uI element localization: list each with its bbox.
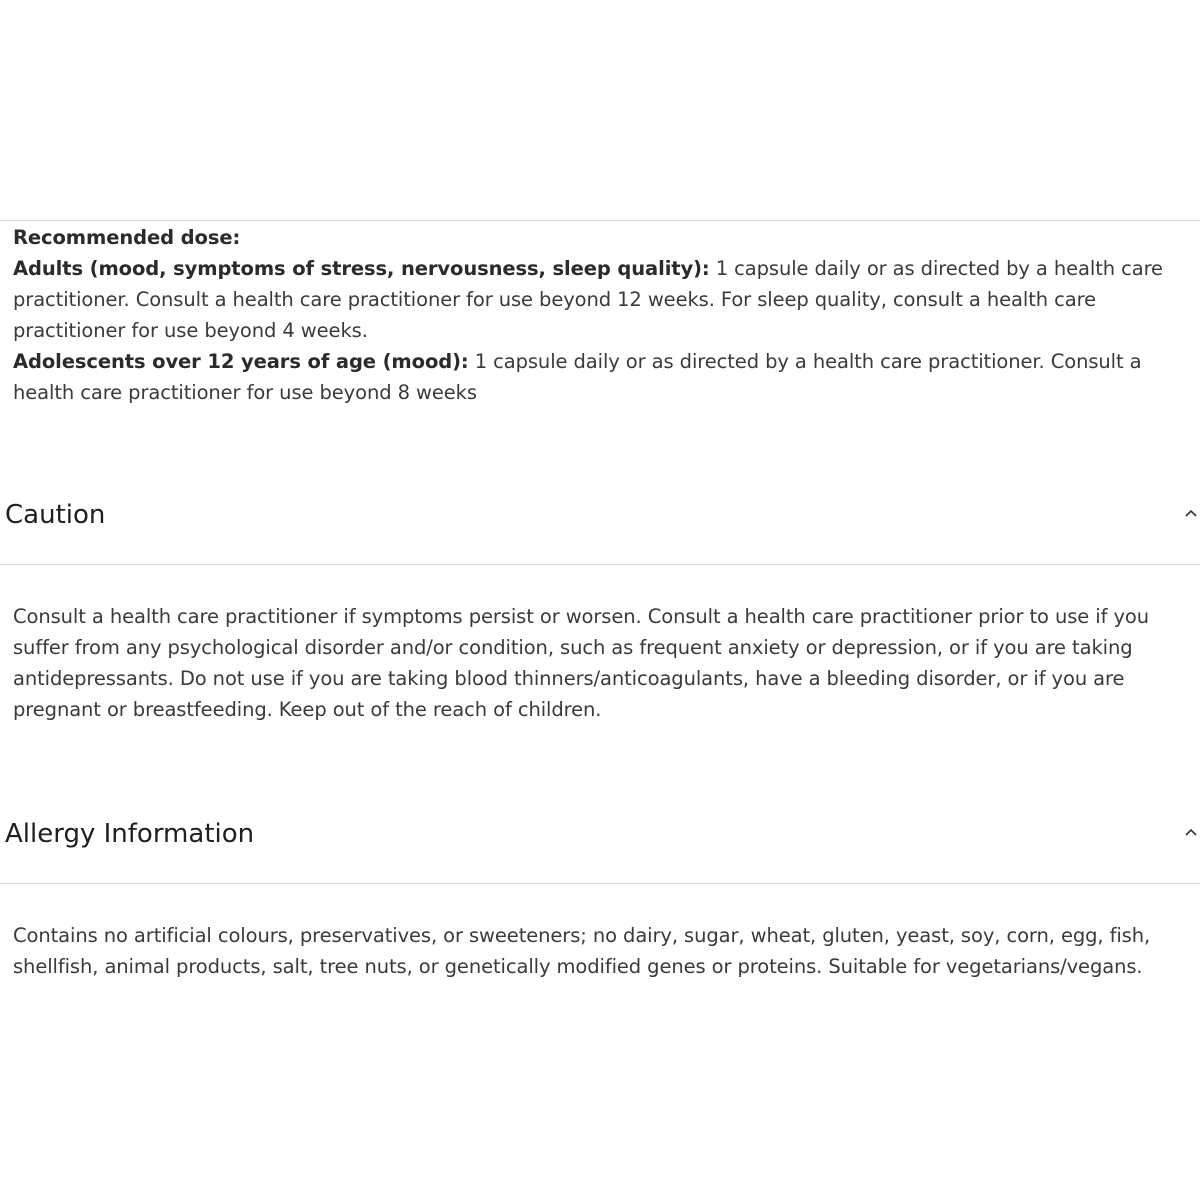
dosage-adolescents bbox=[13, 346, 1193, 408]
dosage-adolescents-text: 1 capsule daily or as directed by a health care practitioner. Consult a health care practitioner for use beyond 8 weeks bbox=[13, 350, 1142, 404]
caution-accordion-header[interactable] bbox=[0, 484, 1200, 548]
caution-title: Caution bbox=[5, 500, 106, 530]
dosage-adults bbox=[13, 253, 1193, 346]
allergy-accordion-header[interactable] bbox=[0, 803, 1200, 867]
chevron-up-icon[interactable] bbox=[1184, 506, 1198, 520]
dosage-section bbox=[13, 222, 1193, 408]
caution-divider bbox=[0, 564, 1200, 565]
allergy-title: Allergy Information bbox=[5, 819, 255, 849]
chevron-up-icon[interactable] bbox=[1184, 825, 1198, 839]
dosage-adults-text: 1 capsule daily or as directed by a health care practitioner. Consult a health care practitioner for use beyond 12 weeks. For sleep quality, consult a health care practitioner for use beyond 4 weeks. bbox=[13, 257, 1163, 342]
dosage-heading: Recommended dose: bbox=[13, 226, 241, 249]
caution-body: Consult a health care practitioner if symptoms persist or worsen. Consult a health care practitioner prior to use if you suffer from any psychological disorder and/or condition, such as frequent anxiety or depression, or if you are taking antidepressants. Do not use if you are taking blood thinners/anticoagulants, have a bleeding disorder, or if you are pregnant or breastfeeding. Keep out of the reach of children. bbox=[13, 605, 1149, 721]
dosage-adults-label: Adults (mood, symptoms of stress, nervousness, sleep quality): bbox=[13, 257, 710, 280]
top-divider bbox=[0, 220, 1200, 221]
dosage-adolescents-label: Adolescents over 12 years of age (mood): bbox=[13, 350, 469, 373]
allergy-divider bbox=[0, 883, 1200, 884]
allergy-body: Contains no artificial colours, preservatives, or sweeteners; no dairy, sugar, wheat, gluten, yeast, soy, corn, egg, fish, shellfish, animal products, salt, tree nuts, or genetically modified genes or proteins. Suitable for vegetarians/vegans. bbox=[13, 924, 1151, 978]
